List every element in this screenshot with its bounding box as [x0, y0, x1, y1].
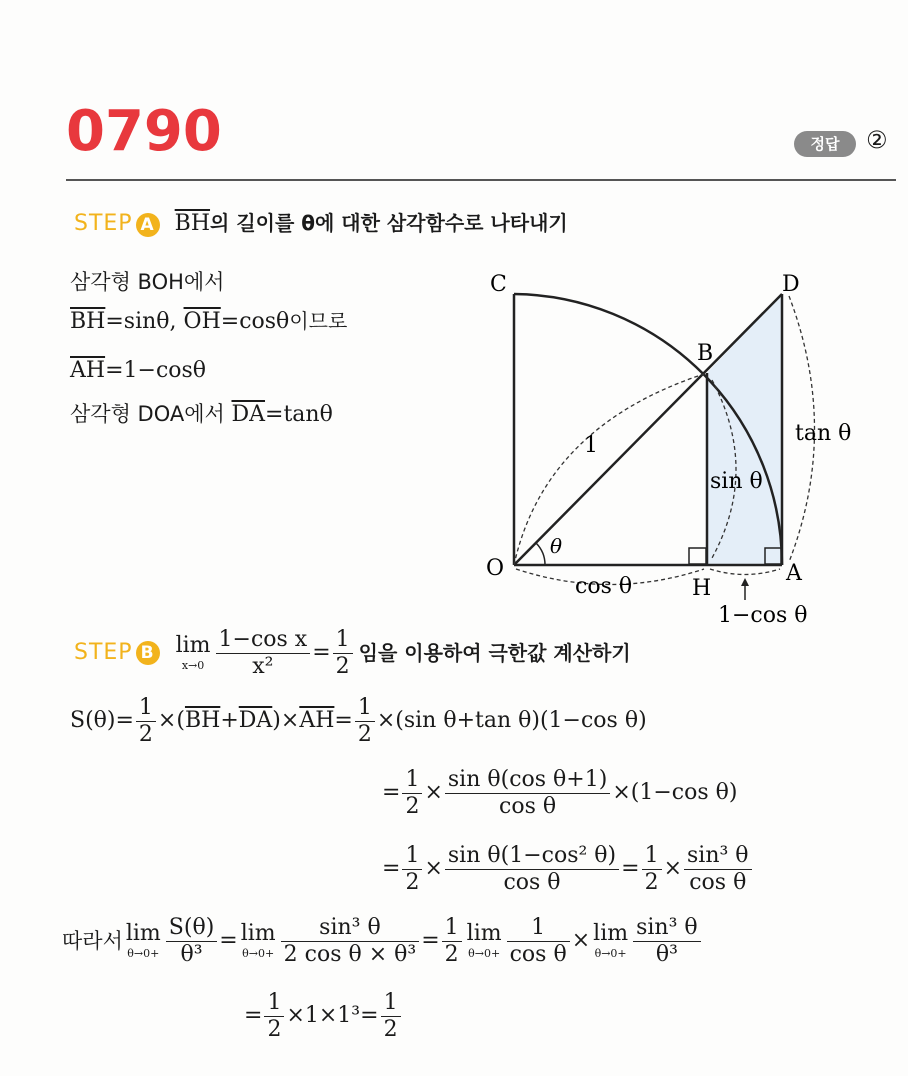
point-b: B	[697, 341, 714, 366]
lim-4	[593, 923, 628, 959]
n: 1	[355, 695, 375, 721]
step-b-header	[74, 622, 631, 684]
d: cos θ	[499, 793, 557, 819]
l3-fraction	[445, 843, 619, 895]
times-2: ×	[663, 856, 682, 881]
step-a-header	[74, 213, 568, 237]
ah: $\overline{AH}$	[299, 708, 335, 733]
bh-segment: $\overline{BH}$	[70, 309, 106, 334]
point-c: C	[490, 272, 507, 297]
n: sin³ θ	[633, 915, 701, 941]
angle-label: θ	[550, 534, 563, 558]
half-2	[642, 843, 662, 895]
point-d: D	[782, 272, 800, 297]
n: 1	[402, 767, 422, 793]
da-value: =tanθ	[265, 402, 333, 427]
point-o: O	[486, 556, 505, 581]
step-b-letter: B	[136, 641, 160, 665]
l4-frac-4	[633, 915, 701, 967]
n: sin θ(1−cos² θ)	[445, 843, 619, 869]
d: cos θ	[689, 869, 747, 895]
frac-den: x²	[252, 653, 274, 679]
d: 2	[383, 1016, 398, 1042]
times: ×	[571, 928, 591, 953]
da: $\overline{DA}$	[238, 708, 273, 733]
half	[402, 767, 422, 819]
l4-frac-1	[166, 915, 217, 967]
arrow-head	[741, 578, 749, 586]
step-a-line-4	[70, 404, 333, 426]
l1-rhs: ×(sin θ+tan θ)(1−cos θ)	[376, 708, 647, 733]
n: sin³ θ	[684, 843, 752, 869]
radius-label: 1	[584, 433, 598, 458]
eq-2: =	[621, 856, 640, 881]
cos-label: cos θ	[575, 574, 633, 599]
da-segment: $\overline{DA}$	[231, 402, 266, 427]
unit-circle-diagram	[470, 262, 870, 632]
ah-segment: $\overline{AH}$	[70, 358, 106, 383]
times: ×	[424, 856, 443, 881]
d: cos θ	[509, 941, 567, 967]
therefore-text: 따라서	[62, 928, 123, 953]
sin-label: sin θ	[710, 469, 763, 494]
doa-text: 삼각형 DOA에서	[70, 402, 232, 426]
step-a-line-2	[70, 311, 347, 333]
one-minus-cos-label: 1−cos θ	[718, 603, 808, 628]
l3-fraction-2	[684, 843, 752, 895]
step-b-title: 임을 이용하여 극한값 계산하기	[358, 641, 631, 665]
eq: =	[219, 928, 238, 953]
oh-value: =cosθ	[220, 309, 290, 334]
half	[442, 915, 462, 967]
d: 2	[444, 941, 459, 967]
n: 1	[507, 915, 570, 941]
d: 2	[405, 869, 420, 895]
lim-word: lim	[125, 921, 161, 946]
half-num: 1	[333, 627, 353, 653]
half-den: 2	[335, 653, 350, 679]
right-angle-h	[689, 548, 706, 564]
lim-word: lim	[175, 633, 211, 658]
d: 2	[357, 721, 372, 747]
lim-3	[467, 923, 502, 959]
derivation-line-1	[70, 693, 647, 749]
frac-num: 1−cos x	[216, 627, 311, 653]
point-h: H	[692, 576, 712, 601]
lim-sub: θ→0+	[127, 947, 160, 960]
n: S(θ)	[166, 915, 217, 941]
ah-value: =1−cosθ	[105, 358, 207, 383]
derivation-line-4	[62, 906, 703, 976]
d: 2	[267, 1016, 282, 1042]
lim-sub: θ→0+	[468, 947, 501, 960]
bh-value: =sinθ,	[105, 309, 184, 334]
lim-word: lim	[466, 921, 502, 946]
plus: +	[220, 708, 239, 733]
step-a-title-segment: $\overline{BH}$	[174, 211, 211, 236]
times: ×	[424, 780, 443, 805]
step-b-lim	[176, 635, 211, 671]
d: cos θ	[503, 869, 561, 895]
derivation-line-5	[244, 985, 403, 1047]
times-open: ×(	[157, 708, 185, 733]
close-times: )×	[272, 708, 300, 733]
problem-number: 0790	[66, 99, 222, 164]
eq: =	[382, 856, 401, 881]
lim-sub: θ→0+	[594, 947, 627, 960]
step-a-title: 의 길이를 θ에 대한 삼각함수로 나타내기	[210, 211, 568, 235]
eq: =	[244, 1003, 263, 1028]
d: 2	[405, 793, 420, 819]
half	[402, 843, 422, 895]
step-a-line-1: 삼각형 BOH에서	[70, 270, 225, 294]
d: 2	[138, 721, 153, 747]
lim-word: lim	[240, 921, 276, 946]
s-theta: S(θ)=	[70, 708, 134, 733]
l4-frac-3	[507, 915, 570, 967]
n: 1	[442, 915, 462, 941]
bh: $\overline{BH}$	[184, 708, 221, 733]
oh-segment: $\overline{OH}$	[183, 309, 221, 334]
n: sin³ θ	[281, 915, 420, 941]
lim-2	[241, 923, 276, 959]
header-divider	[66, 179, 896, 181]
half-fraction	[333, 627, 353, 679]
n: 1	[381, 990, 401, 1016]
half	[264, 990, 284, 1042]
eq-sign: =	[312, 640, 331, 665]
n: 1	[264, 990, 284, 1016]
answer-value: ②	[866, 126, 888, 154]
angle-arc	[536, 543, 545, 565]
eq-2: =	[421, 928, 440, 953]
tan-label: tan θ	[795, 421, 852, 446]
derivation-line-2	[382, 762, 737, 824]
d: θ³	[655, 941, 678, 967]
d: 2 cos θ × θ³	[283, 941, 417, 967]
l4-frac-2	[281, 915, 420, 967]
half-result	[381, 990, 401, 1042]
n: 1	[136, 695, 156, 721]
step-a-label: STEP	[74, 211, 133, 236]
lim-sub: x→0	[181, 659, 205, 672]
lim-sub: θ→0+	[242, 947, 275, 960]
l2-fraction	[445, 767, 610, 819]
eq: =	[334, 708, 353, 733]
derivation-line-3	[382, 838, 754, 900]
half-2	[355, 695, 375, 747]
l5-mid: ×1×1³=	[286, 1003, 379, 1028]
n: sin θ(cos θ+1)	[445, 767, 610, 793]
step-a-line-3	[70, 360, 206, 382]
answer-badge: 정답	[794, 131, 856, 157]
n: 1	[402, 843, 422, 869]
lim-1	[126, 923, 161, 959]
point-a: A	[786, 561, 802, 586]
step-b-label: STEP	[74, 640, 133, 665]
eq: =	[382, 780, 401, 805]
step-b-fraction	[216, 627, 311, 679]
step-a-letter: A	[136, 213, 160, 237]
d: 2	[644, 869, 659, 895]
l2-tail: ×(1−cos θ)	[612, 780, 738, 805]
one-minus-cos-brace	[710, 569, 780, 575]
lim-word: lim	[593, 921, 629, 946]
conj-text: 이므로	[289, 309, 348, 333]
half-1	[136, 695, 156, 747]
n: 1	[642, 843, 662, 869]
d: θ³	[180, 941, 203, 967]
